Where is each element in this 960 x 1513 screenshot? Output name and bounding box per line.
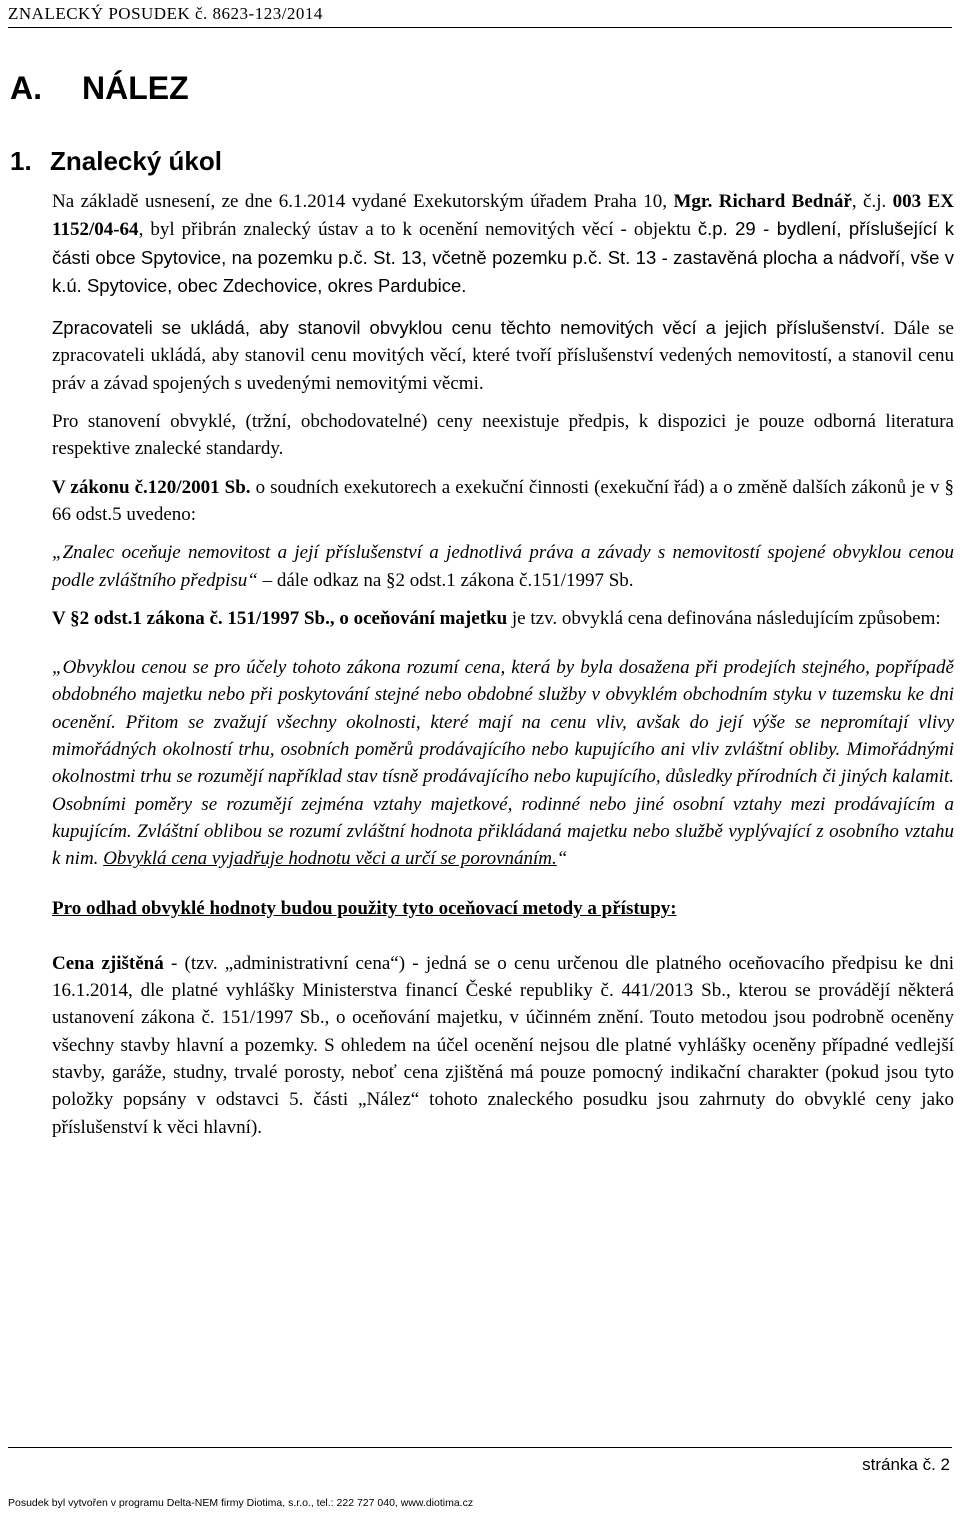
subsection-heading	[10, 146, 222, 177]
subsection-title: Znalecký úkol	[50, 146, 222, 176]
paragraph-law-151: V §2 odst.1 zákona č. 151/1997 Sb., o oceňování majetku je tzv. obvyklá cena definována následujícím způsobem:	[52, 607, 941, 629]
paragraph-law-120: V zákonu č.120/2001 Sb. o soudních exekutorech a exekuční činnosti (exekuční řád) a o změně dalších zákonů je v § 66 odst.5 uvedeno:	[52, 476, 955, 525]
subsection-number: 1.	[10, 146, 32, 176]
paragraph-determined-price: Cena zjištěná - (tzv. „administrativní cena“) - jedná se o cenu určenou dle platného oceňovacího předpisu ke dni 16.1.2014, dle platné vyhlášky Ministerstva financí České republiky č. 441/2013 Sb., kterou se provádějí některá ustanovení zákona č. 151/1997 Sb., o oceňování majetku, v účinném znění. Touto metodou jsou podrobně oceněny všechny stavby hlavní a pozemky. S ohledem na účel ocenění nejsou dle platné vyhlášky oceněny případné vedlejší stavby, garáže, studny, trvalé porosty, neboť cena zjištěná má pouze pomocný indikační charakter (pokud jsou tyto položky popsány v odstavci 5. části „Nález“ tohoto znaleckého posudku jsou zahrnuty do obvyklé ceny jako příslušenství k věci hlavní).	[52, 952, 954, 1138]
quote-law-120: „Znalec oceňuje nemovitost a její příslušenství a jednotlivá práva a závady s nemovitostí spojené obvyklou cenou podle zvláštního předpisu“ – dále odkaz na §2 odst.1 zákona č.151/1997 Sb.	[52, 542, 954, 591]
paragraph-standards: Pro stanovení obvyklé, (tržní, obchodovatelné) ceny neexistuje předpis, k dispozici je pouze odborná literatura respektive znalecké standardy.	[52, 411, 954, 460]
document-body	[52, 188, 954, 1152]
paragraph-task: Zpracovateli se ukládá, aby stanovil obvyklou cenu těchto nemovitých věcí a jejich příslušenství. Dále se zpracovateli ukládá, aby stanovil cenu movitých věcí, které tvoří příslušenství vedených nemovitostí, a stanovil cenu práv a závad spojených s uvedenými nemovitými věcmi.	[52, 317, 954, 394]
software-credit: Posudek byl vytvořen v programu Delta-NEM firmy Diotima, s.r.o., tel.: 222 727 040, www.diotima.cz	[8, 1497, 474, 1509]
methods-heading: Pro odhad obvyklé hodnoty budou použity tyto oceňovací metody a přístupy:	[52, 897, 677, 919]
footer-divider	[8, 1447, 952, 1448]
section-number: A.	[10, 70, 42, 106]
page-number: stránka č. 2	[862, 1455, 950, 1474]
section-heading	[10, 70, 189, 107]
section-title: NÁLEZ	[82, 70, 189, 106]
paragraph-assignment: Na základě usnesení, ze dne 6.1.2014 vydané Exekutorským úřadem Praha 10, Mgr. Richard Bednář, č.j. 003 EX 1152/04-64, byl přibrán znalecký ústav a to k ocenění nemovitých věcí - objektu č.p. 29 - bydlení, příslušející k části obce Spytovice, na pozemku p.č. St. 13, včetně pozemku p.č. St. 13 - zastavěná plocha a nádvoří, vše v k.ú. Spytovice, obec Zdechovice, okres Pardubice.	[52, 191, 955, 296]
quote-usual-price-definition: „Obvyklou cenou se pro účely tohoto zákona rozumí cena, která by byla dosažena při prodejích stejného, popřípadě obdobného majetku nebo při poskytování stejné nebo obdobné služby v obvyklém obchodním styku v tuzemsku ke dni ocenění. Přitom se zvažují všechny okolnosti, které mají na cenu vliv, avšak do její výše se nepromítají vlivy mimořádných okolností trhu, osobních poměrů prodávajícího nebo kupujícího ani vliv zvláštní obliby. Mimořádnými okolnostmi trhu se rozumějí například stav tísně prodávajícího nebo kupujícího, důsledky přírodních či jiných kalamit. Osobními poměry se rozumějí zejména vztahy majetkové, rodinné nebo jiné osobní vztahy mezi prodávajícím a kupujícím. Zvláštní oblibou se rozumí zvláštní hodnota přikládaná majetku nebo službě vyplývající z osobního vztahu k nim. Obvyklá cena vyjadřuje hodnotu věci a určí se porovnáním.“	[52, 657, 954, 870]
document-header: ZNALECKÝ POSUDEK č. 8623-123/2014	[8, 4, 952, 28]
